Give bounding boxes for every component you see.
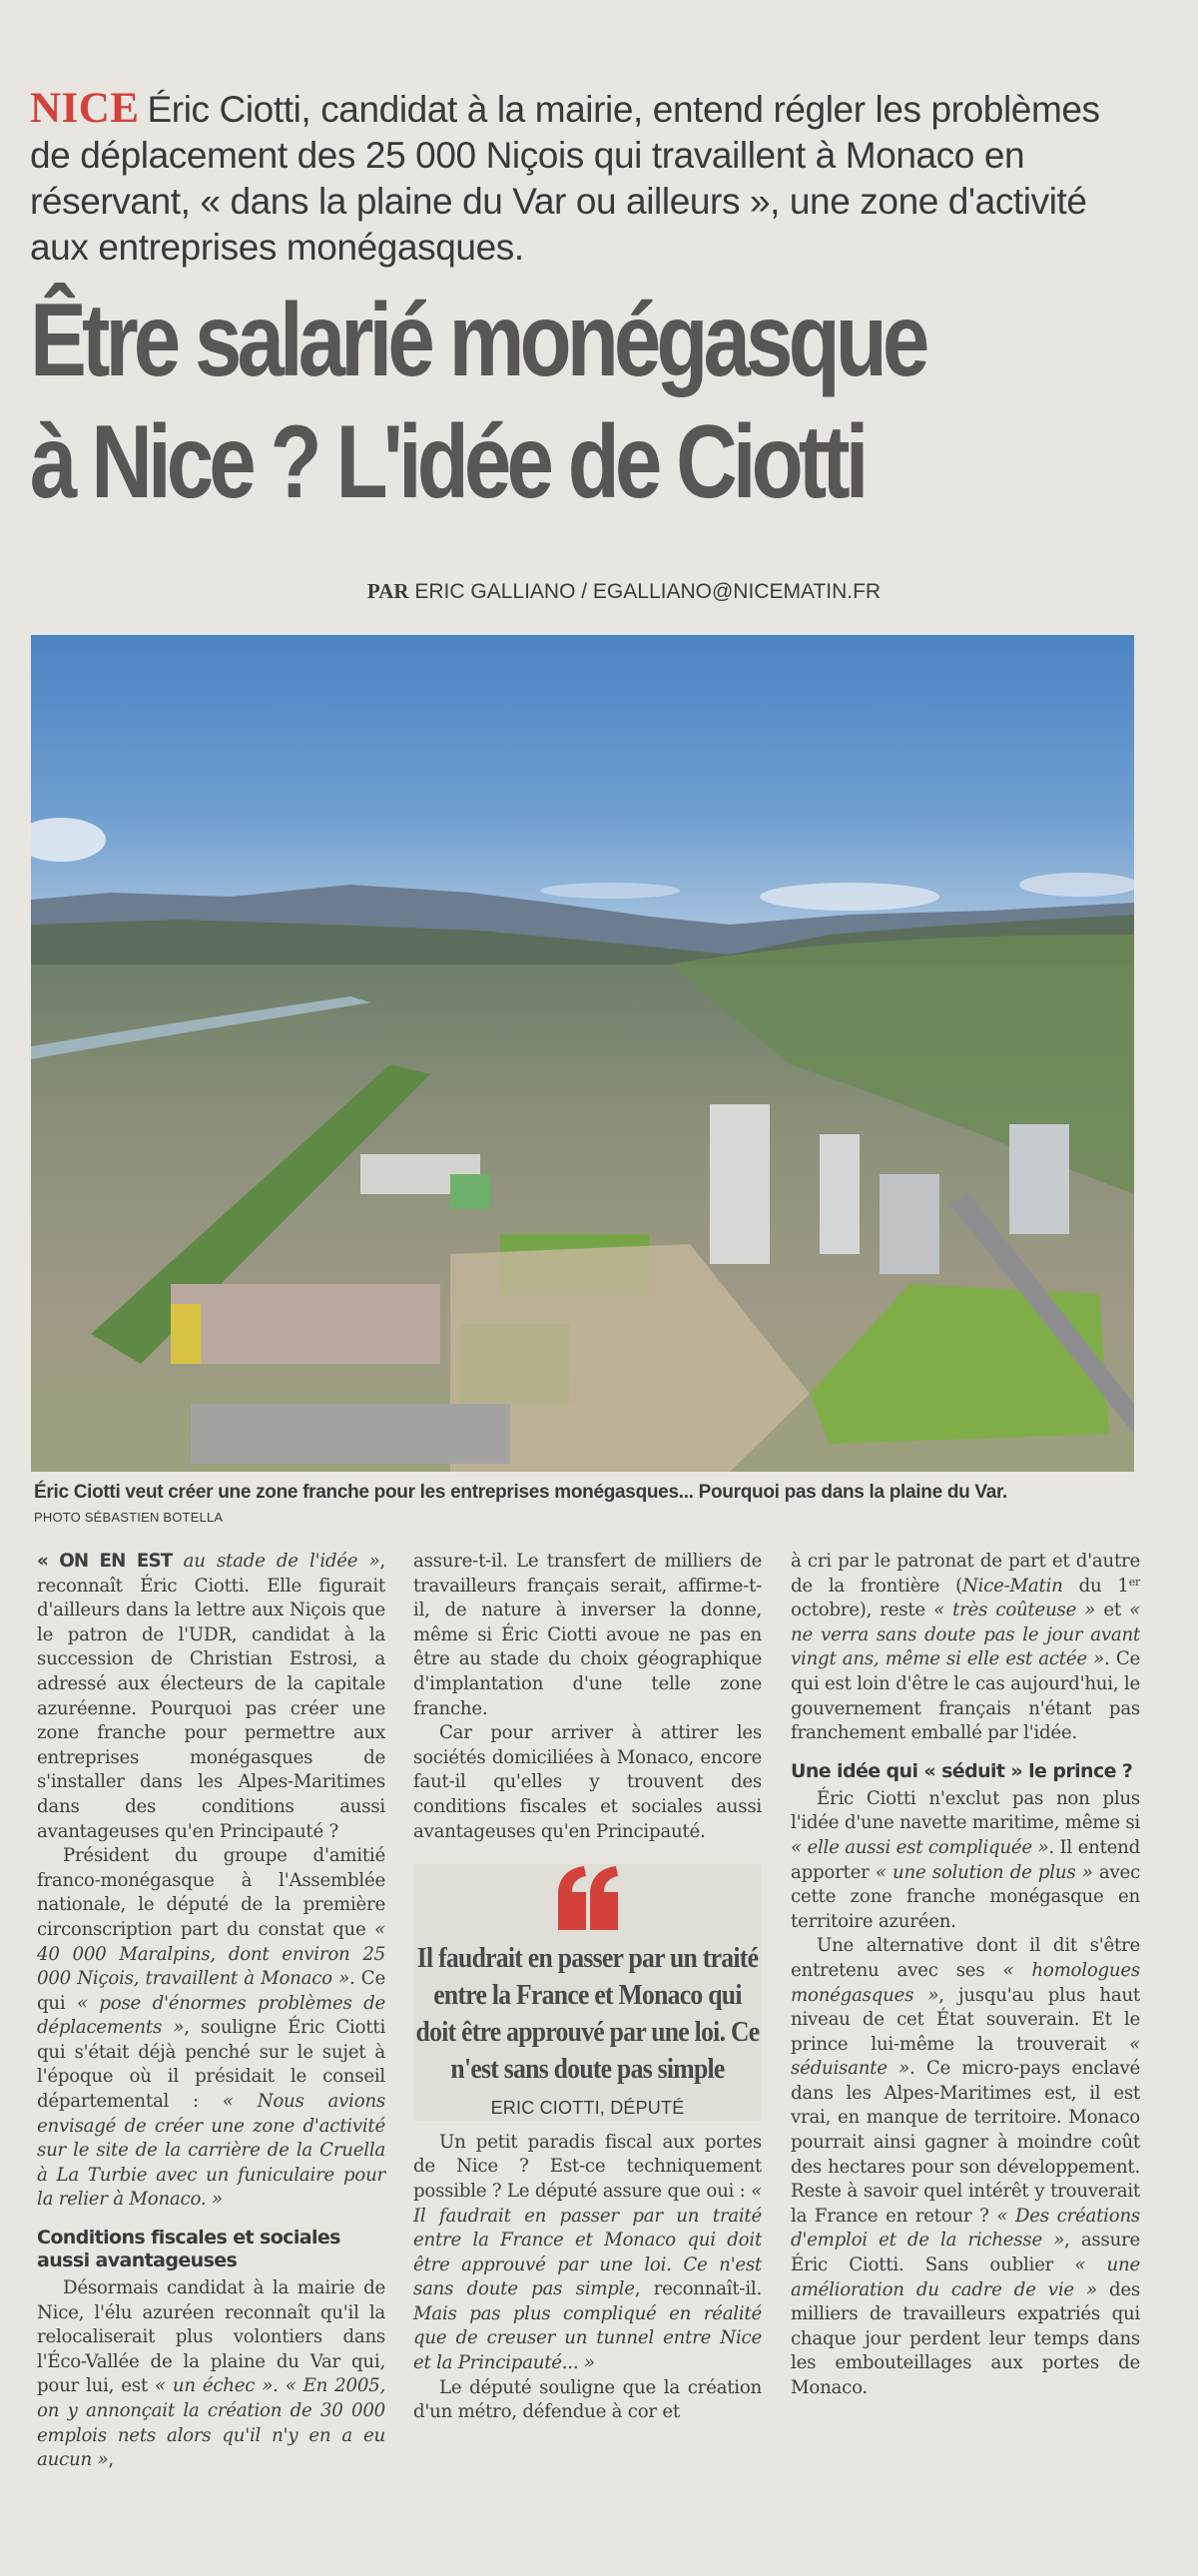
text: . Ce qui	[37, 1968, 385, 2014]
text: avec cette zone franche monégasque en territoire azuréen.	[791, 1861, 1141, 1932]
quote: « très coûteuse »	[933, 1600, 1096, 1621]
quotation-mark-icon	[554, 1864, 622, 1932]
location-kicker: NICE	[30, 85, 140, 132]
quote: « Des créations d'emploi et de la richesse »	[791, 2205, 1140, 2252]
quote: « séduisante »	[791, 2033, 1140, 2080]
text: des milliers de travailleurs expatriés qui chaque jour perdent leur temps dans les embouteillages aux portes de Monaco.	[791, 2278, 1140, 2398]
subheading: Conditions fiscales et sociales aussi avantageuses	[37, 2227, 340, 2272]
headline-line-1: Être salarié monégasque	[30, 283, 925, 398]
paragraph: Le député souligne que la création d'un métro, défendue à cor et	[413, 2376, 762, 2423]
text: ,	[108, 2449, 114, 2471]
quote: « En 2005, on y annonçait la création de 30 000 emplois nets alors qu'il n'y en a eu aucun »	[37, 2375, 385, 2471]
quote: « ne verra sans doute pas le jour avant vingt ans, même si elle est actée »	[791, 1600, 1140, 1670]
byline	[0, 579, 1198, 604]
paragraph	[791, 1550, 1140, 1746]
quote: Mais pas plus compliqué en réalité que de creuser un tunnel entre Nice et la Principauté... »	[413, 2302, 762, 2374]
text: Désormais candidat à la mairie de Nice, l'élu azuréen reconnaît qu'il la relocaliserait plus volontiers dans l'Éco-Vallée de la plaine du Var qui, pour lui, est	[37, 2277, 385, 2397]
quote: au stade de l'idée »	[172, 1551, 380, 1572]
paragraph	[791, 1934, 1140, 2400]
newspaper-name: Nice-Matin	[961, 1575, 1063, 1597]
text: octobre), reste	[791, 1600, 934, 1621]
lead-text: Éric Ciotti, candidat à la mairie, entend régler les problèmes de déplacement des 25 000 Niçois qui travaillent à Monaco en réservant, « dans la plaine du Var ou ailleurs », une zone d'activité aux entreprises monégasques.	[30, 89, 1100, 268]
article-column-1	[37, 1550, 385, 2473]
paragraph	[37, 2276, 385, 2473]
text: à cri par le patronat de part et d'autre de la frontière (	[791, 1551, 1140, 1597]
text: . Ce qui est loin d'être le cas aujourd'hui, le gouvernement français n'étant pas franchement emballé par l'idée.	[791, 1648, 1140, 1744]
quote: « un échec »	[154, 2375, 274, 2397]
aerial-landscape-illustration	[31, 635, 1134, 1472]
headline-line-2: à Nice ? L'idée de Ciotti	[30, 404, 865, 520]
text: Une alternative dont il dit s'être entretenu avec ses	[791, 1935, 1140, 1981]
text: Président du groupe d'amitié franco-monégasque à l'Assemblée nationale, le député de la première circonscription part du constat que	[37, 1845, 385, 1940]
article-photo	[31, 635, 1134, 1472]
text: .	[273, 2375, 286, 2397]
text: et	[1095, 1600, 1130, 1621]
quote: « 40 000 Maralpins, dont environ 25 000 Niçois, travaillent à Monaco »	[37, 1918, 385, 1990]
paragraph	[37, 1550, 385, 1844]
lead-in: « ON EN EST	[37, 1551, 173, 1572]
text: . Il entend apporter	[791, 1836, 1140, 1883]
photo-credit: PHOTO SÉBASTIEN BOTELLA	[34, 1510, 224, 1525]
quote: « Il faudrait en passer par un traité entre la France et Monaco qui doit être approuvé par une loi. Ce n'est sans doute pas simple	[413, 2180, 762, 2300]
pull-quote	[413, 1864, 762, 2121]
text: . Ce micro-pays enclavé dans les Alpes-Maritimes est, il est vrai, en manque de territoire. Monaco pourrait ainsi gagner à moindre coût des hectares pour son développement. Reste à savoir quel intérêt y trouverait la France en retour ?	[791, 2058, 1140, 2227]
pull-quote-author: ERIC CIOTTI, DÉPUTÉ	[490, 2098, 685, 2119]
text: , jusqu'au plus haut niveau de cet État souverain. Et le prince lui-même la trouverait	[791, 1984, 1140, 2055]
paragraph	[413, 2131, 762, 2376]
subheading: Une idée qui « séduit » le prince ?	[791, 1759, 1133, 1782]
paragraph: assure-t-il. Le transfert de milliers de travailleurs français serait, affirme-t-il, de nature à inverser la donne, même si Éric Ciotti avoue ne pas en être au stade du choix géographique d'implantation d'une telle zone franche.	[413, 1551, 762, 1719]
photo-caption: Éric Ciotti veut créer une zone franche pour les entreprises monégasques... Pourquoi pas dans la plaine du Var.	[34, 1482, 1008, 1503]
quote: « elle aussi est compliquée »	[791, 1836, 1049, 1858]
article-column-2	[413, 1550, 762, 2425]
quote: « Nous avions envisagé de créer une zone d'activité sur le site de la carrière de la Cruella à La Turbie avec un funiculaire pour la relier à Monaco. »	[37, 2091, 385, 2211]
quote: « une amélioration du cadre de vie »	[791, 2254, 1140, 2300]
paragraph	[37, 1844, 385, 2213]
byline-prefix: PAR	[366, 579, 409, 603]
quote: « homologues monégasques »	[791, 1959, 1140, 2006]
text: , assure Éric Ciotti. Sans oublier	[791, 2230, 1141, 2276]
quote: « une solution de plus »	[875, 1861, 1093, 1883]
text: , souligne Éric Ciotti qui s'était déjà penché sur le sujet à l'époque où il présidait le conseil départemental :	[37, 2017, 386, 2113]
article-lead	[30, 86, 1128, 271]
paragraph	[791, 1787, 1140, 1935]
text: du 1	[1062, 1575, 1129, 1597]
text: , reconnaît Éric Ciotti. Elle figurait d'ailleurs dans la lettre aux Niçois que le patron de l'UDR, candidat à la succession de Christian Estrosi, a adressé aux électeurs de la capitale azuréenne. Pourquoi pas créer une zone franche pour permettre aux entreprises monégasques de s'installer dans les Alpes-Maritimes dans des conditions aussi avantageuses qu'en Principauté ?	[37, 1551, 386, 1842]
byline-author: ERIC GALLIANO / EGALLIANO@NICEMATIN.FR	[414, 580, 882, 603]
article-column-3	[791, 1550, 1140, 2401]
pull-quote-text: Il faudrait en passer par un traité entre la France et Monaco qui doit être approuvé par une loi. Ce n'est sans doute pas simple	[415, 1943, 760, 2086]
text: , reconnaît-il.	[634, 2278, 762, 2300]
ordinal-suffix: er	[1128, 1575, 1140, 1589]
text: Éric Ciotti n'exclut pas non plus l'idée d'une navette maritime, même si	[791, 1787, 1140, 1834]
paragraph: Car pour arriver à attirer les sociétés domiciliées à Monaco, encore faut-il qu'elles y trouvent des conditions fiscales et sociales aussi avantageuses qu'en Principauté.	[413, 1722, 762, 1842]
quote: « pose d'énormes problèmes de déplacements »	[37, 1992, 385, 2039]
text: Un petit paradis fiscal aux portes de Nice ? Est-ce techniquement possible ? Le député assure que oui :	[413, 2131, 762, 2202]
headline	[30, 280, 1151, 523]
